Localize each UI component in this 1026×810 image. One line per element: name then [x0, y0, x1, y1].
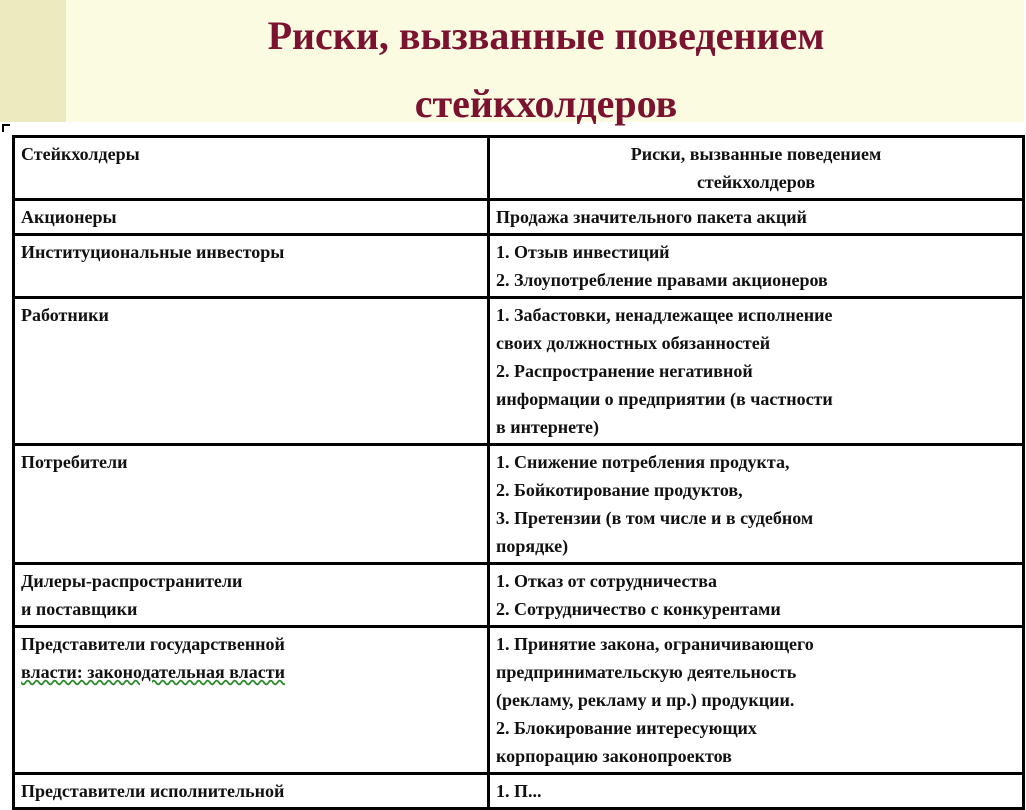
header-cell-stakeholders: Стейкхолдеры — [14, 137, 489, 200]
risk-cell — [489, 445, 1024, 564]
risk-line: информации о предприятии (в частности — [496, 389, 833, 409]
header-cell-risks: Риски, вызванные поведением стейкхолдеров — [489, 137, 1024, 200]
risk-line: 1. П... — [496, 781, 542, 801]
stakeholder-cell — [14, 445, 489, 564]
stakeholder-cell — [14, 774, 489, 809]
risk-line: в интернете) — [496, 417, 599, 437]
table-row — [14, 564, 1024, 627]
risk-cell — [489, 627, 1024, 774]
risk-line: 1. Отказ от сотрудничества — [496, 571, 717, 591]
stakeholder-line: Работники — [21, 305, 109, 325]
risk-cell — [489, 298, 1024, 445]
risk-line: предпринимательскую деятельность — [496, 662, 797, 682]
risk-line: 2. Распространение негативной — [496, 361, 753, 381]
risk-cell — [489, 564, 1024, 627]
stakeholder-cell — [14, 298, 489, 445]
slide-title-line-1: Риски, вызванные поведением — [267, 13, 825, 58]
risk-line: 1. Снижение потребления продукта, — [496, 452, 790, 472]
risk-line: порядке) — [496, 536, 569, 556]
risk-line: 2. Сотрудничество с конкурентами — [496, 599, 781, 619]
title-band-accent — [0, 0, 66, 122]
table-header-row — [14, 137, 1024, 200]
risk-cell — [489, 235, 1024, 298]
stakeholder-line: Потребители — [21, 452, 128, 472]
risk-line: 1. Отзыв инвестиций — [496, 242, 670, 262]
table-row — [14, 200, 1024, 235]
risk-line: корпорацию законопроектов — [496, 746, 732, 766]
stakeholder-line: Представители государственной — [21, 634, 285, 654]
slide-title — [66, 2, 1026, 138]
table-row — [14, 298, 1024, 445]
risk-line: 1. Принятие закона, ограничивающего — [496, 634, 814, 654]
stakeholder-line: и поставщики — [21, 599, 138, 619]
risk-line: (рекламу, рекламу и пр.) продукции. — [496, 690, 795, 710]
stakeholder-line: Дилеры-распространители — [21, 571, 243, 591]
risk-cell — [489, 774, 1024, 809]
stakeholder-line: Институциональные инвесторы — [21, 242, 285, 262]
stakeholder-cell — [14, 200, 489, 235]
table-body — [14, 200, 1024, 809]
risk-line: 3. Претензии (в том числе и в судебном — [496, 508, 814, 528]
stakeholder-line: власти: законодательная власти — [21, 662, 285, 682]
risk-line: 2. Бойкотирование продуктов, — [496, 480, 743, 500]
risk-cell — [489, 200, 1024, 235]
stakeholder-cell — [14, 235, 489, 298]
risk-table — [12, 135, 1025, 810]
slide-title-line-2: стейкхолдеров — [414, 81, 678, 126]
table-row — [14, 627, 1024, 774]
risk-line: своих должностных обязанностей — [496, 333, 771, 353]
stakeholder-cell — [14, 627, 489, 774]
risk-line: 2. Злоупотребление правами акционеров — [496, 270, 828, 290]
stakeholder-line: Представители исполнительной — [21, 781, 285, 801]
corner-mark — [2, 124, 10, 132]
stakeholder-cell — [14, 564, 489, 627]
table-row — [14, 774, 1024, 809]
table-row — [14, 235, 1024, 298]
risk-line: 1. Забастовки, ненадлежащее исполнение — [496, 305, 833, 325]
table-row — [14, 445, 1024, 564]
risk-line: 2. Блокирование интересующих — [496, 718, 757, 738]
risk-line: Продажа значительного пакета акций — [496, 207, 807, 227]
stakeholder-line: Акционеры — [21, 207, 117, 227]
risk-table-container — [12, 135, 1012, 801]
